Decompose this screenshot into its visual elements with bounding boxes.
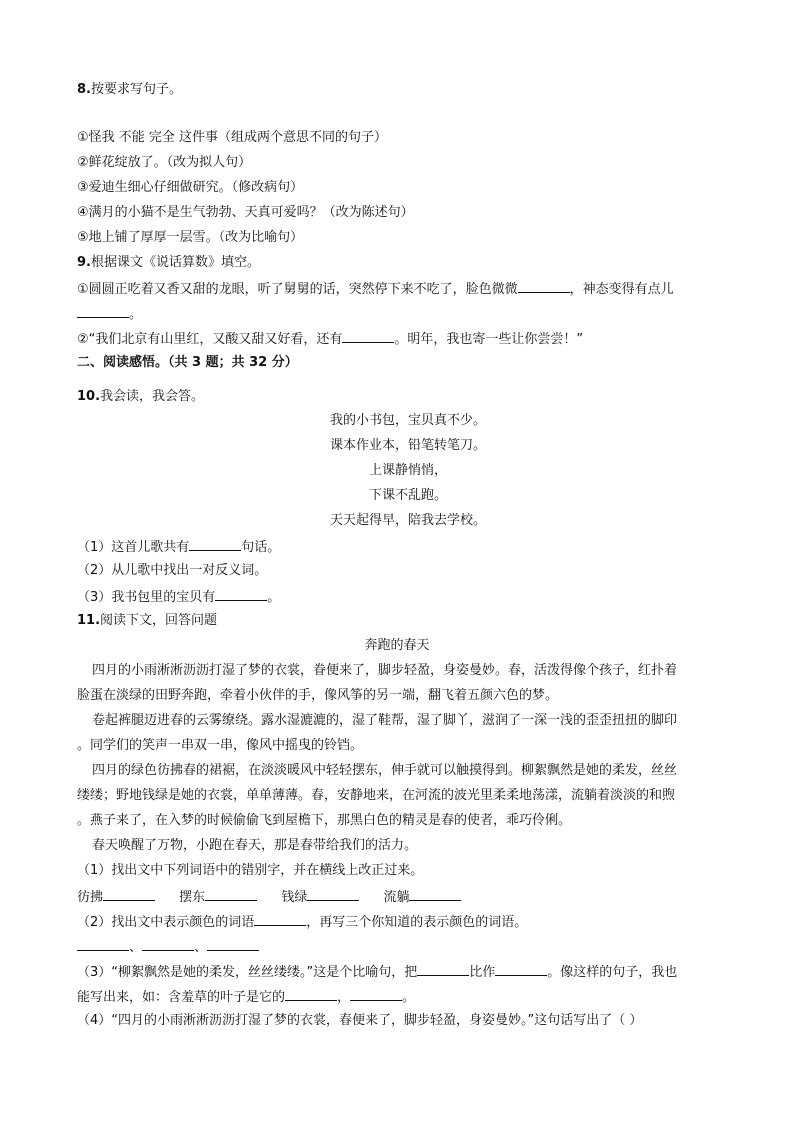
- q11-sub3-l2-sep: ，: [337, 990, 351, 1005]
- word-2-blank[interactable]: [205, 886, 257, 901]
- q11-sub3-blank-4[interactable]: [350, 986, 402, 1001]
- q10-title: 我会读，我会答。: [100, 389, 205, 404]
- q11-sub2-text-a: （2）找出文中表示颜色的词语: [77, 915, 255, 930]
- word-3: 钱绿: [281, 890, 308, 905]
- passage-para-3-line-3: 。燕子来了，在入梦的时候偷偷飞到屋檐下，那黑白色的精灵是春的使者，乖巧伶俐。: [77, 813, 572, 828]
- passage-para-3-line-2: 缕缕；野地钱绿是她的衣裳，单单薄薄。春，安静地来，在河流的波光里柔柔地荡漾，流躺着淡淡的和煦: [77, 788, 676, 803]
- word-1-blank[interactable]: [103, 886, 155, 901]
- q9-line3-text-a: ②“我们北京有山里红，又酸又甜又好看，还有: [77, 332, 343, 347]
- q10-sub-1: [77, 536, 280, 556]
- q8-item-5: ⑤地上铺了厚厚一层雪。（改为比喻句）: [77, 230, 304, 245]
- passage-para-4: 春天唤醒了万物，小跑在春天，那是春带给我们的活力。: [92, 838, 418, 853]
- passage-para-2-line-1: 卷起裤腿迈进春的云雾缭绕。露水湿漉漉的，湿了鞋帮，湿了脚丫，滋润了一深一浅的歪歪扭扭的脚印: [92, 713, 678, 728]
- q10-sub3-text-b: 。: [267, 590, 281, 605]
- poem-line-4: 下课不乱跑。: [368, 488, 447, 503]
- q9-line2-end: 。: [129, 307, 143, 322]
- q9-number: 9.: [77, 255, 91, 270]
- q11-number: 11.: [77, 613, 101, 628]
- q10-sub-2: （2）从儿歌中找出一对反义词。: [77, 563, 268, 578]
- color-separator-1: 、: [129, 940, 143, 955]
- q10-sub1-text-a: （1）这首儿歌共有: [77, 540, 190, 555]
- q9-line3-text-b: 。明年，我也寄一些让你尝尝！”: [394, 332, 584, 347]
- q9-line1-text-b: ，神态变得有点儿: [569, 282, 674, 297]
- passage-para-2-line-2: 。同学们的笑声一串双一串，像风中摇曳的铃铛。: [77, 738, 364, 753]
- q11-sub3-blank-1[interactable]: [417, 961, 469, 976]
- q11-title: 阅读下文，回答问题: [100, 613, 218, 628]
- q11-color-blanks-row: [77, 936, 259, 956]
- q9-title: 根据课文《说话算数》填空。: [90, 255, 260, 270]
- q10-heading: [77, 387, 204, 407]
- q8-item-3: ③爱迪生细心仔细做研究。（修改病句）: [77, 180, 304, 195]
- word-1: 彷拂: [77, 890, 104, 905]
- passage-para-1-line-2: 脸蛋在淡绿的田野奔跑，牵着小伙伴的手，像风筝的另一端，翻飞着五颜六色的梦。: [77, 688, 559, 703]
- q11-sub2-text-b: ，再写三个你知道的表示颜色的词语。: [306, 915, 528, 930]
- poem-line-2: 课本作业本，铅笔转笔刀。: [329, 438, 486, 453]
- section-2-title: 二、阅读感悟。（共 3 题；共 32 分）: [77, 355, 298, 370]
- passage-para-1-line-1: 四月的小雨淅淅沥沥打湿了梦的衣裳，眷便来了，脚步轻盈，身姿曼妙。春，活泼得像个孩子，红扑着: [92, 663, 678, 678]
- color-separator-2: 、: [194, 940, 208, 955]
- word-4-blank[interactable]: [409, 886, 461, 901]
- q8-title: 按要求写句子。: [90, 82, 182, 97]
- q9-line-2: [77, 303, 142, 323]
- q11-sub3-text-b: 比作: [469, 965, 496, 980]
- q8-item-1: ①怪我 不能 完全 这件事（组成两个意思不同的句子）: [77, 130, 388, 145]
- q8-item-2: ②鲜花绽放了。（改为拟人句）: [77, 155, 252, 170]
- q8-number: 8.: [77, 82, 91, 97]
- q10-number: 10.: [77, 389, 101, 404]
- q9-blank-2[interactable]: [77, 303, 129, 318]
- q11-sub3-blank-2[interactable]: [495, 961, 547, 976]
- word-4: 流躺: [383, 890, 410, 905]
- q9-blank-3[interactable]: [342, 328, 394, 343]
- q10-sub-3: [77, 586, 280, 606]
- q9-line-3: [77, 328, 583, 348]
- color-blank-3[interactable]: [207, 936, 259, 951]
- q10-sub3-text-a: （3）我书包里的宝贝有: [77, 590, 216, 605]
- q11-sub3-text-c: 。像这样的句子，我也: [547, 965, 678, 980]
- q11-sub3-text-a: （3）“柳絮飘然是她的柔发，丝丝缕缕。”这是个比喻句，把: [77, 965, 418, 980]
- q11-sub-1: （1）找出文中下列词语中的错别字，并在横线上改正过来。: [77, 863, 424, 878]
- q9-line1-text-a: ①圆圆正吃着又香又甜的龙眼，听了舅舅的话，突然停下来不吃了，脸色微微: [77, 282, 518, 297]
- q11-sub3-l2-text: 能写出来，如：含羞草的叶子是它的: [77, 990, 286, 1005]
- q11-heading: [77, 611, 217, 631]
- word-3-blank[interactable]: [307, 886, 359, 901]
- q9-line-1: [77, 278, 674, 298]
- poem-line-1: 我的小书包，宝贝真不少。: [329, 413, 486, 428]
- q11-sub2-blank[interactable]: [254, 911, 306, 926]
- q11-sub-3-line-2: [77, 986, 415, 1006]
- q11-sub-3-line-1: [77, 961, 677, 981]
- passage-para-3-line-1: 四月的绿色彷拂春的裙裾，在淡淡暖风中轻轻摆东，伸手就可以触摸得到。柳絮飘然是她的柔发，丝丝: [92, 763, 678, 778]
- q10-blank-2[interactable]: [215, 586, 267, 601]
- q11-word-row: [77, 886, 461, 906]
- poem-line-5: 天天起得早，陪我去学校。: [329, 513, 486, 528]
- q8-item-4: ④满月的小猫不是生气勃勃、天真可爱吗？（改为陈述句）: [77, 205, 414, 220]
- q10-blank-1[interactable]: [189, 536, 241, 551]
- q8-heading: [77, 80, 182, 100]
- q11-sub3-blank-3[interactable]: [285, 986, 337, 1001]
- q11-sub-2: [77, 911, 527, 931]
- poem-line-3: 上课静悄悄，: [368, 463, 447, 478]
- color-blank-2[interactable]: [142, 936, 194, 951]
- passage-title: 奔跑的春天: [364, 638, 430, 653]
- word-2: 摆东: [179, 890, 206, 905]
- q9-heading: [77, 253, 260, 273]
- color-blank-1[interactable]: [77, 936, 129, 951]
- q9-blank-1[interactable]: [518, 278, 570, 293]
- q11-sub-4: （4）“四月的小雨淅淅沥沥打湿了梦的衣裳，春便来了，脚步轻盈，身姿曼妙。”这句话写出了（ ）: [77, 1013, 643, 1028]
- q11-sub3-l2-end: 。: [402, 990, 416, 1005]
- q10-sub1-text-b: 句话。: [241, 540, 281, 555]
